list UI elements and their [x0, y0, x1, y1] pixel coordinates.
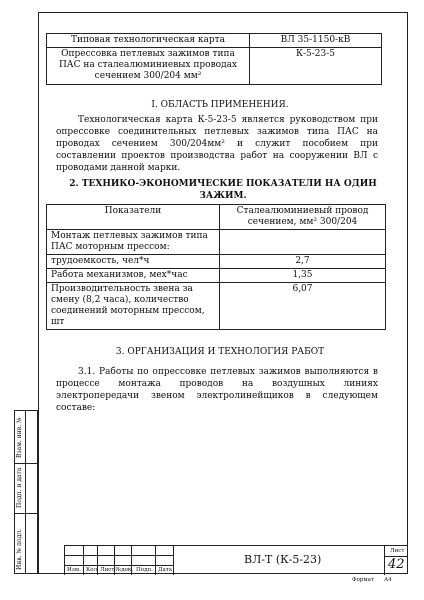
col-izm: Изм. [67, 567, 81, 573]
title-block [64, 545, 408, 574]
section3-text: 3.1. Работы по опрессовке петлевых зажимов выполняются в процессе монтажа проводов на воздушных линиях электропередачи звеном электролинейщиков в следующем составе: [56, 367, 378, 413]
table-row: Производительность звена за смену (8,2 часа), количество соединений моторным прессом, шт 6,07 [47, 283, 386, 330]
col-kol: Кол [86, 567, 98, 573]
series-code: ВЛ 35-1150-кВ [250, 34, 382, 48]
doc-code: ВЛ-Т (К-5-23) [244, 553, 322, 566]
table-row: Монтаж петлевых зажимов типа ПАС моторным прессом: [47, 230, 386, 255]
col-podp: Подп. [136, 567, 153, 573]
format-value: А4 [384, 577, 392, 583]
section1-text: Технологическая карта К-5-23-5 является руководством при опрессовке соединительных петлевых зажимов типа ПАС на проводах сечением 300/204мм² и служит пособием при составлении проектов производства работ на сооружении ВЛ с проводами данной марки. [56, 115, 378, 173]
col-header-wire: Сталеалюминиевый провод сечением, мм² 300/204 [220, 205, 386, 230]
card-label: Типовая технологическая карта [47, 34, 250, 48]
section3-title: 3. ОРГАНИЗАЦИЯ И ТЕХНОЛОГИЯ РАБОТ [115, 347, 325, 357]
table-row: Работа механизмов, мех*час 1,35 [47, 269, 386, 283]
section1-title: I. ОБЛАСТЬ ПРИМЕНЕНИЯ. [151, 100, 289, 110]
table-row: трудоемкость, чел*ч 2,7 [47, 255, 386, 269]
col-data: Дата [158, 567, 173, 573]
sign-date-label: Подп. и дата [16, 467, 23, 508]
inv-dubl-label: Взам. инв. № [16, 417, 23, 458]
col-list: Лист [100, 567, 115, 573]
sheet-number: 42 [388, 557, 405, 572]
card-subject: Опрессовка петлевых зажимов типа ПАС на сталеалюминиевых проводах сечением 300/204 мм² [47, 48, 250, 85]
table-header-row [47, 205, 386, 230]
card-code: К-5-23-5 [250, 48, 382, 85]
sheet-label: Лист [390, 548, 405, 554]
inv-orig-label: Инв. № подл. [16, 528, 23, 570]
indicators-table [46, 204, 386, 330]
col-ndoc: №док. [116, 567, 134, 573]
header-table [46, 33, 382, 85]
section2-title: 2. ТЕХНИКО-ЭКОНОМИЧЕСКИЕ ПОКАЗАТЕЛИ НА ОДИН ЗАЖИМ. [69, 179, 377, 201]
format-label: Формат [352, 577, 374, 583]
col-header-indicators: Показатели [47, 205, 220, 230]
